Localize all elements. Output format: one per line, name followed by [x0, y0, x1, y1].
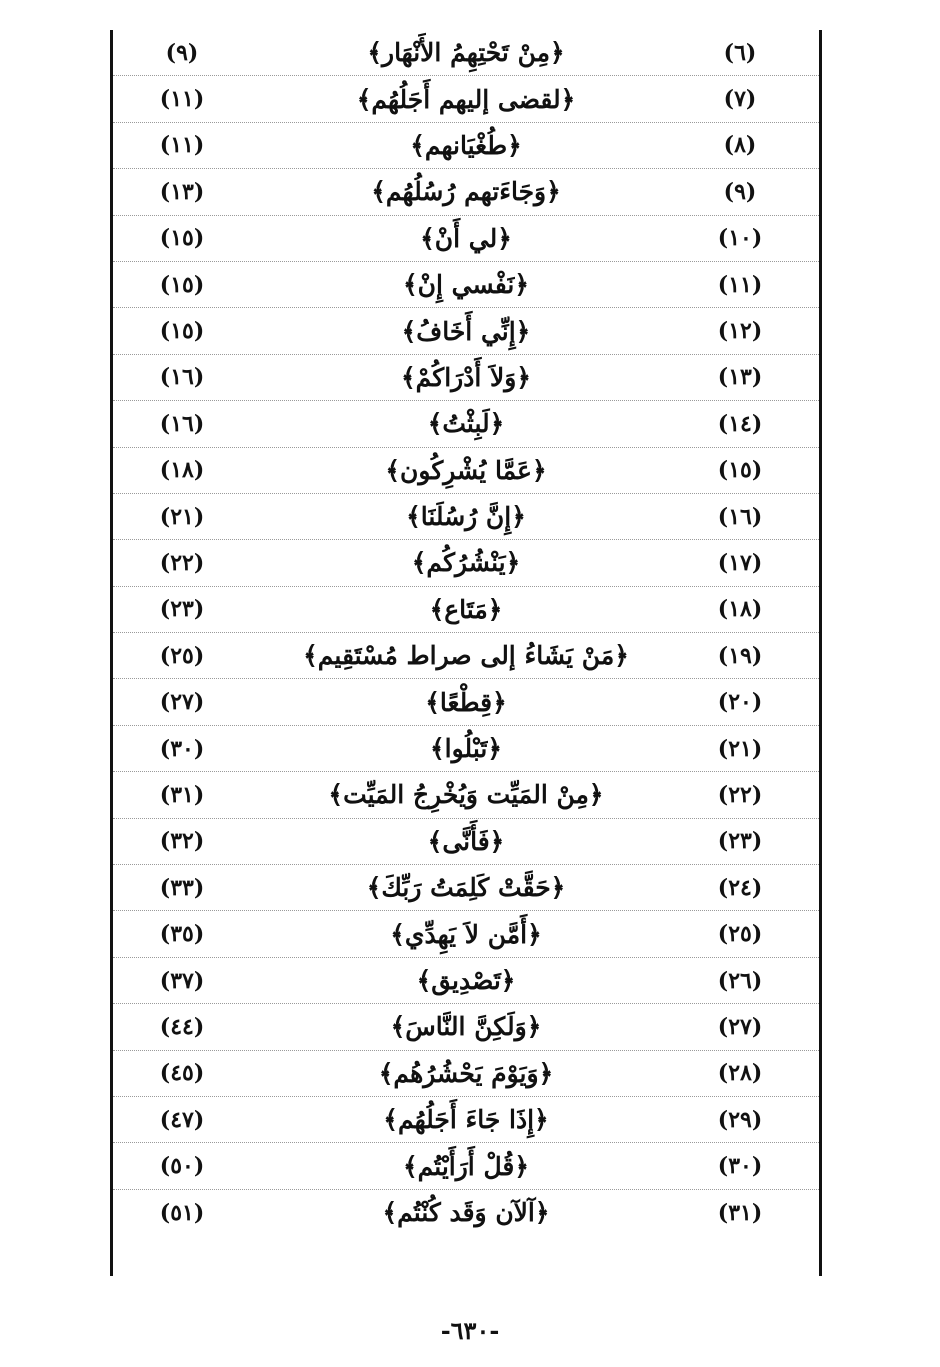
verse-reference: (٣٣)	[159, 874, 205, 901]
entry-number: (١٢)	[717, 318, 763, 345]
quranic-phrase: ﴿أَمَّن لاَ يَهِدِّي﴾	[390, 919, 542, 949]
entry-number: (٦)	[723, 39, 757, 66]
quranic-phrase: ﴿طُغْيَانهم﴾	[410, 130, 522, 160]
verse-reference: (٢٢)	[159, 549, 205, 576]
table-row	[113, 1051, 819, 1097]
table-row	[113, 1004, 819, 1050]
verse-reference: (٤٤)	[159, 1013, 205, 1040]
verse-reference: (٥٠)	[159, 1153, 205, 1180]
quranic-phrase: ﴿وَلاَ أَدْرَاكُمْ﴾	[401, 362, 531, 392]
table-row	[113, 633, 819, 679]
entry-number: (١١)	[717, 271, 763, 298]
verse-reference: (١١)	[159, 86, 205, 113]
table-row	[113, 726, 819, 772]
verse-reference: (٢١)	[159, 503, 205, 530]
entry-number: (١٠)	[717, 225, 763, 252]
quranic-phrase: ﴿تَبْلُوا﴾	[430, 734, 502, 764]
entry-number: (١٣)	[717, 364, 763, 391]
entry-number: (٢١)	[717, 735, 763, 762]
quranic-phrase: ﴿نَفْسي إِنْ﴾	[402, 270, 530, 300]
entry-number: (٢٦)	[717, 967, 763, 994]
entry-number: (٩)	[723, 178, 757, 205]
quranic-phrase: ﴿مَتَاع﴾	[429, 594, 503, 624]
verse-reference: (٢٥)	[159, 642, 205, 669]
entry-number: (١٦)	[717, 503, 763, 530]
quranic-phrase: ﴿لقضى إليهم أَجَلُهُم﴾	[356, 84, 576, 114]
table-row	[113, 679, 819, 725]
table-row	[113, 216, 819, 262]
table-row	[113, 30, 819, 76]
quranic-phrase: ﴿تَصْدِيق﴾	[416, 966, 516, 995]
table-row	[113, 169, 819, 215]
table-row	[113, 448, 819, 494]
table-row	[113, 772, 819, 818]
table-row	[113, 308, 819, 354]
quranic-phrase: ﴿مِنْ المَيِّت وَيُخْرِجُ المَيِّت﴾	[328, 780, 604, 810]
table-row	[113, 262, 819, 308]
verse-reference: (٩)	[165, 39, 199, 66]
table-row	[113, 1143, 819, 1189]
quranic-phrase: ﴿وَيَوْمَ يَحْشُرُهُم﴾	[378, 1058, 554, 1088]
table-row	[113, 865, 819, 911]
entry-number: (٨)	[723, 132, 757, 159]
quranic-phrase: ﴿إِنِّي أَخَافُ﴾	[401, 316, 531, 346]
entry-number: (١٧)	[717, 549, 763, 576]
table-row	[113, 1190, 819, 1236]
verse-reference: (٤٧)	[159, 1106, 205, 1133]
entry-number: (٢٨)	[717, 1060, 763, 1087]
table-row	[113, 76, 819, 122]
quranic-phrase: ﴿إِنَّ رُسُلَنَا﴾	[406, 502, 526, 532]
quranic-phrase: ﴿وَلَكِنَّ النَّاسَ﴾	[390, 1012, 542, 1042]
verse-reference: (٣٧)	[159, 967, 205, 994]
table-row	[113, 401, 819, 447]
entry-number: (٢٣)	[717, 828, 763, 855]
quranic-phrase: ﴿آلآن وَقَد كُنْتُم﴾	[382, 1198, 550, 1228]
verse-reference: (٤٥)	[159, 1060, 205, 1087]
verse-reference: (٢٣)	[159, 596, 205, 623]
quranic-phrase: ﴿مَنْ يَشَاءُ إلى صراط مُسْتَقِيم﴾	[303, 641, 629, 671]
page-number: -٦٣٠-	[440, 1316, 500, 1345]
quranic-phrase: ﴿مِنْ تَحْتِهِمُ الأَنْهَار﴾	[367, 38, 565, 68]
quranic-phrase: ﴿حَقَّتْ كَلِمَتُ رَبِّكَ﴾	[366, 873, 566, 903]
verse-reference: (٣١)	[159, 781, 205, 808]
verse-reference: (١١)	[159, 132, 205, 159]
verse-reference: (١٥)	[159, 271, 205, 298]
table-row	[113, 540, 819, 586]
quranic-phrase: ﴿إِذَا جَاءَ أَجَلُهُم﴾	[383, 1105, 549, 1135]
index-table	[110, 30, 822, 1276]
table-row	[113, 1097, 819, 1143]
entry-number: (٢٠)	[717, 689, 763, 716]
quranic-phrase: ﴿لي أَنْ﴾	[420, 223, 512, 253]
quranic-phrase: ﴿عَمَّا يُشْرِكُون﴾	[385, 455, 547, 485]
entry-number: (٢٥)	[717, 921, 763, 948]
table-row	[113, 587, 819, 633]
entry-number: (٣٠)	[717, 1153, 763, 1180]
verse-reference: (٥١)	[159, 1199, 205, 1226]
verse-reference: (١٨)	[159, 457, 205, 484]
entry-number: (١٨)	[717, 596, 763, 623]
entry-number: (٢٧)	[717, 1013, 763, 1040]
verse-reference: (١٥)	[159, 318, 205, 345]
table-row	[113, 355, 819, 401]
entry-number: (٢٩)	[717, 1106, 763, 1133]
table-rows	[113, 30, 819, 1236]
verse-reference: (١٦)	[159, 410, 205, 437]
quranic-phrase: ﴿وَجَاءَتهم رُسُلُهُم﴾	[371, 177, 561, 207]
quranic-phrase: ﴿قُلْ أَرَأَيْتُم﴾	[403, 1151, 529, 1181]
verse-reference: (٣٠)	[159, 735, 205, 762]
verse-reference: (١٣)	[159, 178, 205, 205]
entry-number: (٧)	[723, 86, 757, 113]
entry-number: (٢٢)	[717, 781, 763, 808]
table-row	[113, 494, 819, 540]
table-row	[113, 958, 819, 1004]
table-row	[113, 123, 819, 169]
entry-number: (٢٤)	[717, 874, 763, 901]
verse-reference: (٣٥)	[159, 921, 205, 948]
quranic-phrase: ﴿لَبِثْتُ﴾	[427, 409, 505, 439]
entry-number: (١٤)	[717, 410, 763, 437]
verse-reference: (١٦)	[159, 364, 205, 391]
entry-number: (٣١)	[717, 1199, 763, 1226]
quranic-phrase: ﴿يَنْشُرُكُم﴾	[411, 548, 521, 578]
entry-number: (١٩)	[717, 642, 763, 669]
table-row	[113, 911, 819, 957]
verse-reference: (٢٧)	[159, 689, 205, 716]
quranic-phrase: ﴿قِطْعًا﴾	[425, 687, 507, 717]
verse-reference: (١٥)	[159, 225, 205, 252]
quranic-phrase: ﴿فَأَنَّى﴾	[427, 826, 505, 856]
table-row	[113, 819, 819, 865]
verse-reference: (٣٢)	[159, 828, 205, 855]
entry-number: (١٥)	[717, 457, 763, 484]
